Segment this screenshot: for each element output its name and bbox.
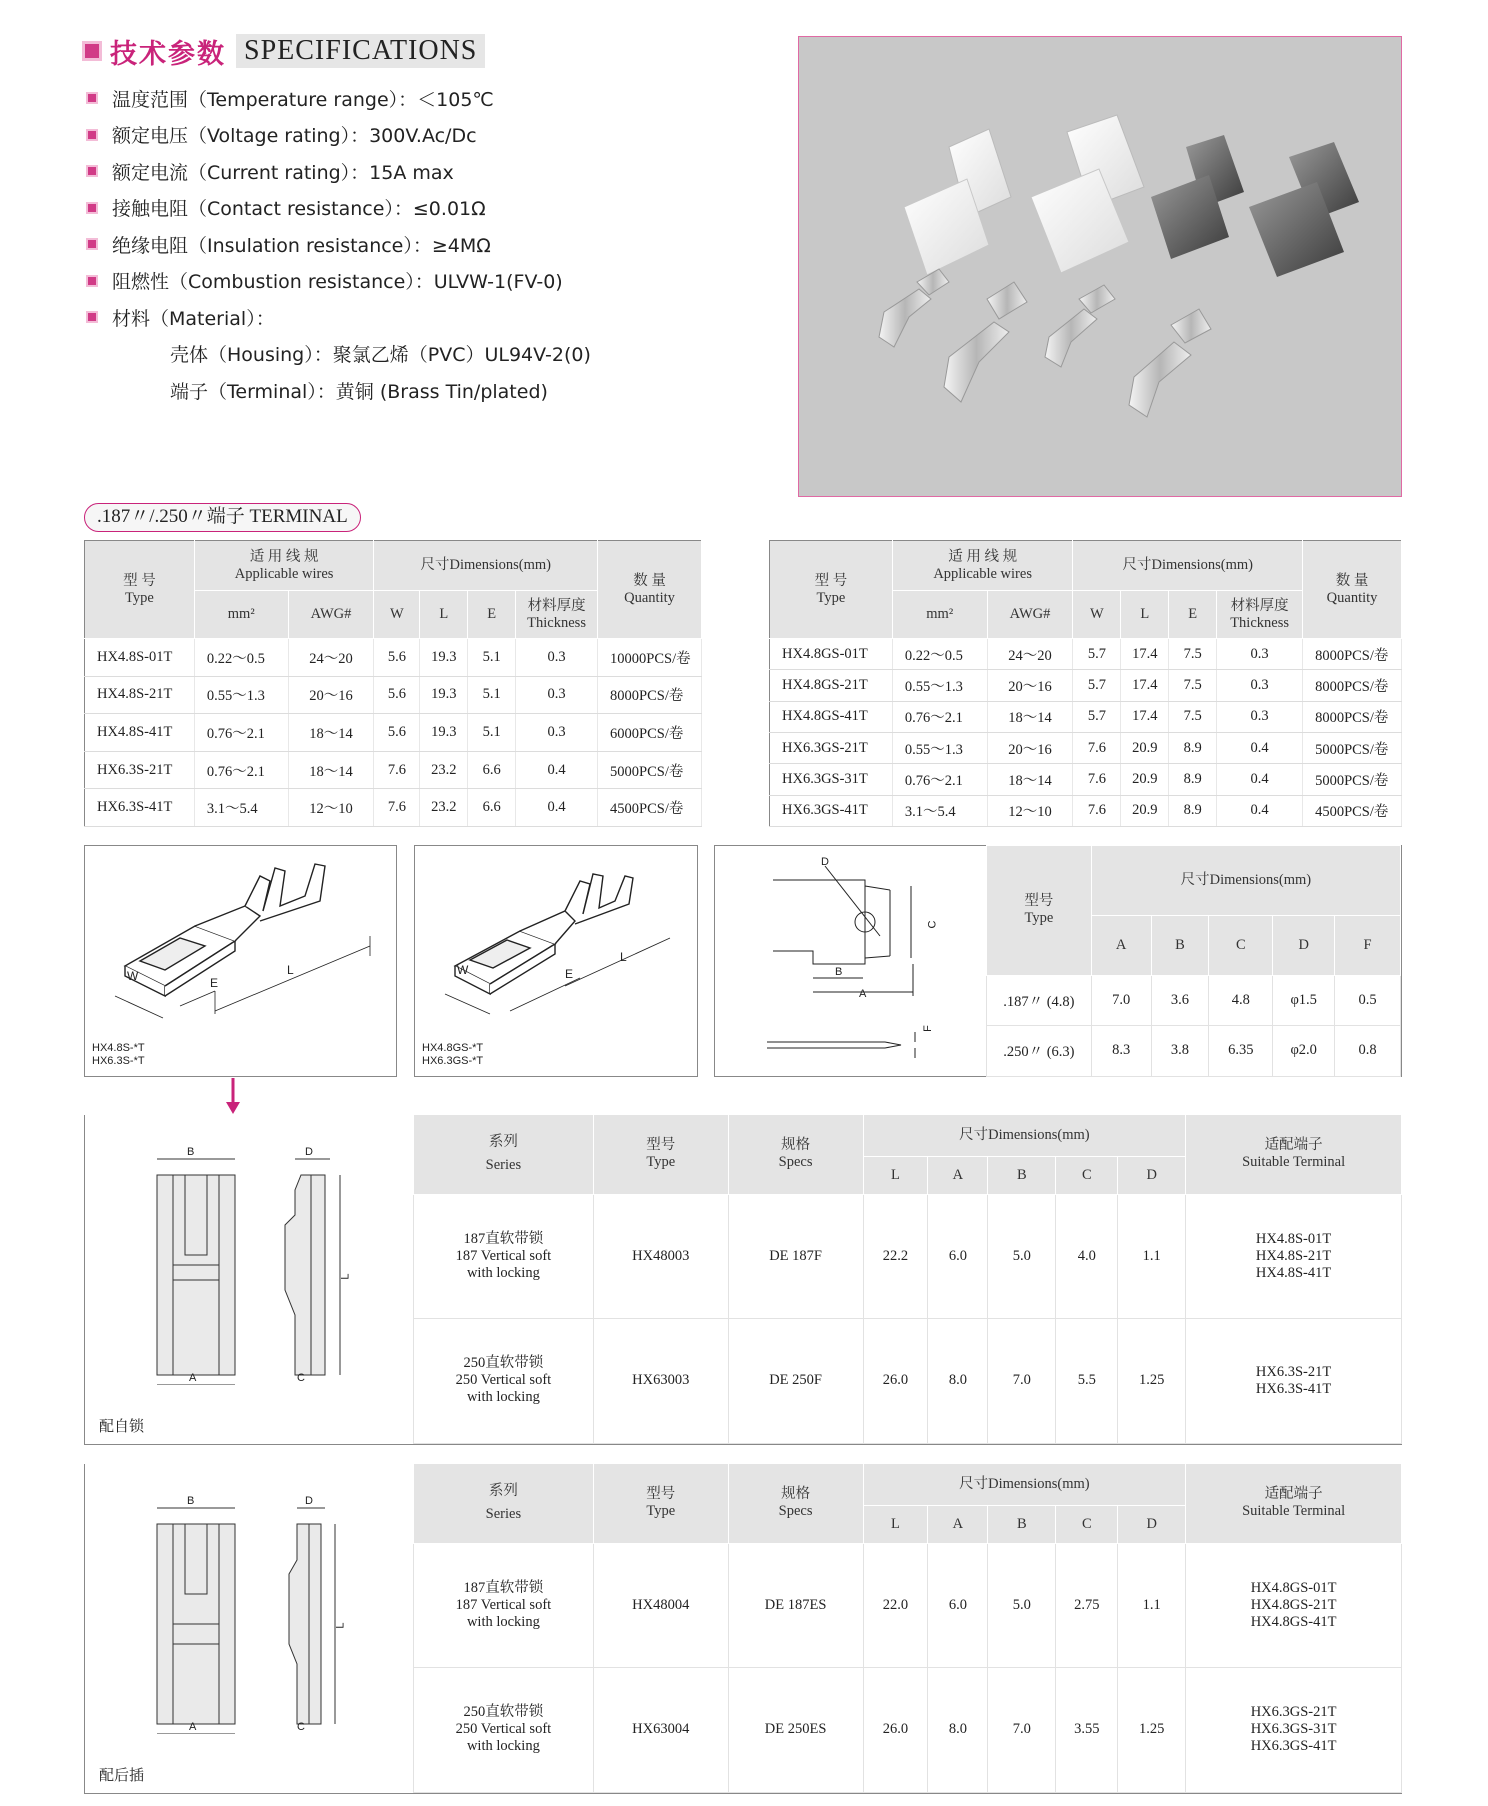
table-cell: DE 187F [728, 1194, 863, 1319]
table-cell: 17.4 [1121, 639, 1169, 670]
col-dims: 尺寸Dimensions(mm) [1091, 845, 1400, 915]
col-dims: 尺寸Dimensions(mm) [863, 1463, 1186, 1505]
table-cell: HX4.8S-21T [85, 676, 195, 714]
table-row [85, 676, 702, 714]
col-thickness: 材料厚度 Thickness [1217, 591, 1303, 639]
table-cell: 0.4 [516, 789, 598, 827]
spec-item: 温度范围（Temperature range）：＜105℃ [86, 80, 591, 117]
table-cell: .250〃 (6.3) [987, 1026, 1092, 1077]
table-cell: HX6.3GS-21T HX6.3GS-31T HX6.3GS-41T [1186, 1668, 1402, 1793]
material-housing: 壳体（Housing）：聚氯乙烯（PVC）UL94V-2(0) [170, 344, 591, 367]
table-cell: 5.7 [1073, 701, 1121, 732]
table-cell: 0.3 [1217, 639, 1303, 670]
metal-terminal-1 [879, 269, 949, 347]
col-type: 型 号 Type [85, 541, 195, 639]
table-cell: 20.9 [1121, 795, 1169, 826]
table-cell: HX63004 [593, 1668, 728, 1793]
table-row [85, 714, 702, 752]
table-cell: 7.6 [374, 789, 420, 827]
table-cell: 17.4 [1121, 670, 1169, 701]
table-cell: 20.9 [1121, 732, 1169, 763]
table-cell: DE 250ES [728, 1668, 863, 1793]
table-cell: 250直软带锁 250 Vertical soft with locking [414, 1319, 594, 1444]
table-cell: 1.1 [1118, 1194, 1186, 1319]
table-cell: 7.6 [1073, 795, 1121, 826]
label-b: B [835, 966, 843, 978]
table-cell: 6000PCS/卷 [598, 714, 702, 752]
col-dims: 尺寸Dimensions(mm) [1073, 541, 1303, 591]
label-c: C [926, 920, 939, 929]
table-cell: 26.0 [863, 1319, 928, 1444]
table-cell: 18～14 [288, 714, 374, 752]
table-cell: 2.75 [1056, 1543, 1118, 1668]
table-cell: 12～10 [288, 789, 374, 827]
spec-item: 材料（Material）： [86, 299, 591, 336]
housing-drawing [85, 1115, 415, 1385]
clear-housing-large [1031, 115, 1144, 273]
table-row [770, 670, 1402, 701]
table-cell: 20～16 [987, 732, 1073, 763]
col-awg: AWG# [987, 591, 1073, 639]
label-a: A [189, 1721, 197, 1733]
col-type: 型号 Type [593, 1114, 728, 1194]
table-cell: 18～14 [987, 701, 1073, 732]
table-cell: 0.76～2.1 [194, 714, 288, 752]
table-cell: 24～20 [987, 639, 1073, 670]
col-suitable: 适配端子 Suitable Terminal [1186, 1114, 1402, 1194]
col-series: 系列 Series [414, 1114, 594, 1194]
spec-item: 接触电阻（Contact resistance）：≤0.01Ω [86, 190, 591, 227]
col-specs: 规格 Specs [728, 1463, 863, 1543]
col-l: L [1121, 591, 1169, 639]
table-cell: 19.3 [420, 714, 468, 752]
table-cell: 7.6 [374, 751, 420, 789]
table-cell: HX6.3S-21T HX6.3S-41T [1186, 1319, 1402, 1444]
black-housing-large [1249, 142, 1359, 277]
table-cell: HX4.8S-41T [85, 714, 195, 752]
table-cell: 5000PCS/卷 [1303, 732, 1402, 763]
table-cell: 18～14 [288, 751, 374, 789]
table-cell: 5.6 [374, 639, 420, 677]
section-label: .187〃/.250〃端子 TERMINAL [84, 503, 361, 532]
drawing-caption: HX4.8S-*T HX6.3S-*T [92, 1042, 145, 1067]
table-cell: 7.6 [1073, 764, 1121, 795]
col-type: 型号 Type [987, 845, 1092, 975]
table-cell: 5.6 [374, 676, 420, 714]
page-title [82, 34, 485, 68]
table-cell: 5000PCS/卷 [1303, 764, 1402, 795]
table-cell: 5.7 [1073, 670, 1121, 701]
spec-table-left [84, 540, 702, 827]
table-cell: 0.55～1.3 [892, 670, 987, 701]
table-cell: 0.8 [1335, 1026, 1401, 1077]
table-cell: 5.1 [468, 676, 516, 714]
table-cell: HX4.8GS-21T [770, 670, 893, 701]
bullet-icon [86, 311, 98, 323]
label-c: C [297, 1721, 305, 1733]
material-terminal: 端子（Terminal）：黄铜 (Brass Tin/plated) [170, 380, 548, 403]
col-dims: 尺寸Dimensions(mm) [374, 541, 598, 591]
metal-terminal-2 [944, 282, 1027, 402]
table-cell: 12～10 [987, 795, 1073, 826]
table-cell: 0.5 [1335, 975, 1401, 1026]
table-cell: HX6.3S-21T [85, 751, 195, 789]
block-caption: 配后插 [99, 1768, 145, 1784]
table-cell: HX6.3GS-21T [770, 732, 893, 763]
table-cell: 1.25 [1118, 1319, 1186, 1444]
dimension-block [714, 845, 1402, 1077]
table-cell: 19.3 [420, 639, 468, 677]
bullet-icon [86, 165, 98, 177]
table-cell: 0.4 [1217, 764, 1303, 795]
table-cell: HX48003 [593, 1194, 728, 1319]
table-cell: 8000PCS/卷 [598, 676, 702, 714]
table-cell: 10000PCS/卷 [598, 639, 702, 677]
table-cell: 1.1 [1118, 1543, 1186, 1668]
bullet-icon [86, 275, 98, 287]
table-cell: 0.4 [1217, 795, 1303, 826]
table-cell: 0.3 [1217, 670, 1303, 701]
table-cell: HX48004 [593, 1543, 728, 1668]
table-row [770, 795, 1402, 826]
spec-list [86, 80, 591, 409]
table-cell: 5.1 [468, 639, 516, 677]
col-w: W [1073, 591, 1121, 639]
table-cell: 22.0 [863, 1543, 928, 1668]
table-cell: 5000PCS/卷 [598, 751, 702, 789]
col-dims: 尺寸Dimensions(mm) [863, 1114, 1186, 1156]
col-thickness: 材料厚度 Thickness [516, 591, 598, 639]
table-cell: 0.4 [516, 751, 598, 789]
drawing-caption: HX4.8GS-*T HX6.3GS-*T [422, 1042, 484, 1067]
dimension-table: 型号 Type 尺寸Dimensions(mm) A B C D F .187〃 (4.8) 7.0 3.6 4.8 φ1.5 0.5 .250〃 (6.3) 8.3 3.8 6.35 φ2.0 0.8 [986, 845, 1401, 1077]
col-series: 系列 Series [414, 1463, 594, 1543]
table-cell: 5.7 [1073, 639, 1121, 670]
table-cell: 5.0 [988, 1194, 1056, 1319]
table-cell: 23.2 [420, 789, 468, 827]
table-cell: 20.9 [1121, 764, 1169, 795]
accessory-block-1 [84, 1115, 1402, 1445]
table-cell: 4.0 [1056, 1194, 1118, 1319]
table-cell: 17.4 [1121, 701, 1169, 732]
table-cell: 1.25 [1118, 1668, 1186, 1793]
table-row [770, 639, 1402, 670]
label-l: L [334, 1622, 347, 1629]
table-cell: 8000PCS/卷 [1303, 670, 1402, 701]
label-b: B [187, 1495, 195, 1507]
table-cell: 0.22～0.5 [892, 639, 987, 670]
table-row [987, 975, 1401, 1026]
label-e: E [565, 967, 574, 981]
table-cell: 3.55 [1056, 1668, 1118, 1793]
terminal-drawing-1 [84, 845, 397, 1077]
label-a: A [859, 988, 867, 1000]
table-cell: HX4.8S-01T HX4.8S-21T HX4.8S-41T [1186, 1194, 1402, 1319]
table-cell: 7.5 [1169, 639, 1217, 670]
col-suitable: 适配端子 Suitable Terminal [1186, 1463, 1402, 1543]
col-wires: 适 用 线 规 Applicable wires [194, 541, 374, 591]
title-cn: 技术参数 [110, 38, 226, 70]
table-cell: 7.0 [988, 1668, 1056, 1793]
table-row [414, 1319, 1402, 1444]
label-d: D [305, 1146, 313, 1158]
block-caption: 配自锁 [99, 1419, 145, 1435]
clear-housing-small [904, 129, 1011, 275]
spec-item: 阻燃性（Combustion resistance）：ULVW-1(FV-0) [86, 263, 591, 300]
label-b: B [187, 1146, 195, 1158]
col-w: W [374, 591, 420, 639]
table-cell: 3.1～5.4 [194, 789, 288, 827]
table-cell: φ1.5 [1273, 975, 1335, 1026]
table-cell: HX6.3GS-31T [770, 764, 893, 795]
table-cell: 5.0 [988, 1543, 1056, 1668]
blade-drawing [715, 846, 995, 1074]
table-cell: 0.3 [1217, 701, 1303, 732]
label-w: W [127, 969, 139, 983]
table-cell: 8.3 [1091, 1026, 1151, 1077]
bullet-icon [86, 129, 98, 141]
housing-drawing [85, 1464, 415, 1734]
spec-item: 额定电压（Voltage rating）：300V.Ac/Dc [86, 117, 591, 154]
table-row [414, 1194, 1402, 1319]
table-cell: 26.0 [863, 1668, 928, 1793]
table-cell: 0.3 [516, 639, 598, 677]
table-cell: 0.76～2.1 [892, 764, 987, 795]
table-cell: 7.6 [1073, 732, 1121, 763]
table-cell: 0.55～1.3 [892, 732, 987, 763]
col-qty: 数 量 Quantity [1303, 541, 1402, 639]
bullet-icon [86, 92, 98, 104]
table-row [414, 1668, 1402, 1793]
table-cell: 7.0 [1091, 975, 1151, 1026]
label-l: L [287, 963, 294, 977]
table-row [85, 751, 702, 789]
table-cell: 6.6 [468, 751, 516, 789]
col-mm2: mm² [892, 591, 987, 639]
table-cell: HX4.8GS-41T [770, 701, 893, 732]
table-row [85, 639, 702, 677]
table-cell: 0.22～0.5 [194, 639, 288, 677]
title-square-icon [82, 41, 102, 61]
table-cell: 4500PCS/卷 [598, 789, 702, 827]
table-row [770, 764, 1402, 795]
col-mm2: mm² [194, 591, 288, 639]
table-cell: 250直软带锁 250 Vertical soft with locking [414, 1668, 594, 1793]
table-cell: 3.8 [1151, 1026, 1209, 1077]
table-cell: 3.6 [1151, 975, 1209, 1026]
table-cell: DE 250F [728, 1319, 863, 1444]
table-cell: 23.2 [420, 751, 468, 789]
product-photo [798, 36, 1402, 497]
table-cell: 4500PCS/卷 [1303, 795, 1402, 826]
table-cell: 187直软带锁 187 Vertical soft with locking [414, 1543, 594, 1668]
table-cell: 5.6 [374, 714, 420, 752]
table-cell: 8.0 [928, 1319, 988, 1444]
table-cell: HX4.8GS-01T HX4.8GS-21T HX4.8GS-41T [1186, 1543, 1402, 1668]
table-cell: 8000PCS/卷 [1303, 701, 1402, 732]
table-cell: HX4.8S-01T [85, 639, 195, 677]
metal-terminal-3 [1045, 285, 1115, 367]
table-cell: 19.3 [420, 676, 468, 714]
col-type: 型号 Type [593, 1463, 728, 1543]
table-cell: 5.5 [1056, 1319, 1118, 1444]
terminal-drawing-2 [414, 845, 698, 1077]
table-cell: 0.55～1.3 [194, 676, 288, 714]
col-specs: 规格 Specs [728, 1114, 863, 1194]
table-cell: HX6.3S-41T [85, 789, 195, 827]
table-cell: 6.0 [928, 1543, 988, 1668]
table-cell: 4.8 [1209, 975, 1273, 1026]
col-e: E [1169, 591, 1217, 639]
table-row [770, 701, 1402, 732]
table-cell: 20～16 [987, 670, 1073, 701]
label-d: D [821, 856, 829, 868]
table-cell: 0.76～2.1 [892, 701, 987, 732]
label-a: A [189, 1372, 197, 1384]
metal-terminal-4 [1129, 309, 1211, 417]
col-awg: AWG# [288, 591, 374, 639]
title-en: SPECIFICATIONS [236, 34, 485, 68]
table-cell: φ2.0 [1273, 1026, 1335, 1077]
col-qty: 数 量 Quantity [598, 541, 702, 639]
black-housing-small [1151, 135, 1244, 259]
table-cell: 7.5 [1169, 670, 1217, 701]
label-l: L [620, 950, 627, 964]
table-row [987, 1026, 1401, 1077]
table-cell: 6.0 [928, 1194, 988, 1319]
table-row [770, 732, 1402, 763]
table-cell: .187〃 (4.8) [987, 975, 1092, 1026]
table-row [414, 1543, 1402, 1668]
table-cell: 0.4 [1217, 732, 1303, 763]
table-cell: HX4.8GS-01T [770, 639, 893, 670]
col-wires: 适 用 线 规 Applicable wires [892, 541, 1073, 591]
accessory-table-2: 系列 Series 型号 Type 规格 Specs 尺寸Dimensions(mm) 适配端子 Suitable Terminal L A B C D 187直软带锁 187 Vertical soft with locking HX48004 DE 187ES 22.0 6.0 5.0 2.75 1.1 HX4.8GS-01T HX4.8GS-21T HX4.8GS-41T 250直软带锁 250 Vertical soft with locking HX63004 DE 250ES 26.0 8.0 7.0 3.55 1.25 HX6.3GS-21T HX6.3GS-31T HX6.3GS-41T [413, 1463, 1402, 1793]
label-f: F [921, 1025, 934, 1032]
table-cell: 8000PCS/卷 [1303, 639, 1402, 670]
table-cell: 8.9 [1169, 764, 1217, 795]
table-cell: 6.6 [468, 789, 516, 827]
bullet-icon [86, 238, 98, 250]
table-cell: 7.5 [1169, 701, 1217, 732]
table-cell: 8.9 [1169, 795, 1217, 826]
accessory-block-2 [84, 1464, 1402, 1794]
spec-item: 额定电流（Current rating）：15A max [86, 153, 591, 190]
table-cell: 3.1～5.4 [892, 795, 987, 826]
table-cell: 8.0 [928, 1668, 988, 1793]
bullet-icon [86, 202, 98, 214]
table-cell: 0.76～2.1 [194, 751, 288, 789]
spec-item: 绝缘电阻（Insulation resistance）：≥4MΩ [86, 226, 591, 263]
table-cell: 187直软带锁 187 Vertical soft with locking [414, 1194, 594, 1319]
table-cell: 5.1 [468, 714, 516, 752]
label-l: L [339, 1273, 352, 1280]
table-cell: 6.35 [1209, 1026, 1273, 1077]
table-cell: 8.9 [1169, 732, 1217, 763]
label-w: W [457, 963, 469, 977]
accessory-table-1: 系列 Series 型号 Type 规格 Specs 尺寸Dimensions(mm) 适配端子 Suitable Terminal L A B C D 187直软带锁 187 Vertical soft with locking HX48003 DE 187F 22.2 6.0 5.0 4.0 1.1 HX4.8S-01T HX4.8S-21T HX4.8S-41T 250直软带锁 250 Vertical soft with locking HX63003 DE 250F 26.0 8.0 7.0 5.5 1.25 HX6.3S-21T HX6.3S-41T [413, 1114, 1402, 1444]
table-cell: DE 187ES [728, 1543, 863, 1668]
label-d: D [305, 1495, 313, 1507]
label-e: E [210, 976, 219, 990]
table-cell: 7.0 [988, 1319, 1056, 1444]
table-cell: 0.3 [516, 676, 598, 714]
table-row [85, 789, 702, 827]
arrow-down-icon [225, 1078, 241, 1116]
table-cell: HX63003 [593, 1319, 728, 1444]
table-cell: 20～16 [288, 676, 374, 714]
table-cell: 18～14 [987, 764, 1073, 795]
table-cell: 24～20 [288, 639, 374, 677]
spec-table-right [769, 540, 1402, 827]
product-photo-art [799, 37, 1402, 497]
table-cell: HX6.3GS-41T [770, 795, 893, 826]
col-type: 型 号 Type [770, 541, 893, 639]
table-cell: 22.2 [863, 1194, 928, 1319]
label-c: C [297, 1372, 305, 1384]
col-l: L [420, 591, 468, 639]
col-e: E [468, 591, 516, 639]
table-cell: 0.3 [516, 714, 598, 752]
